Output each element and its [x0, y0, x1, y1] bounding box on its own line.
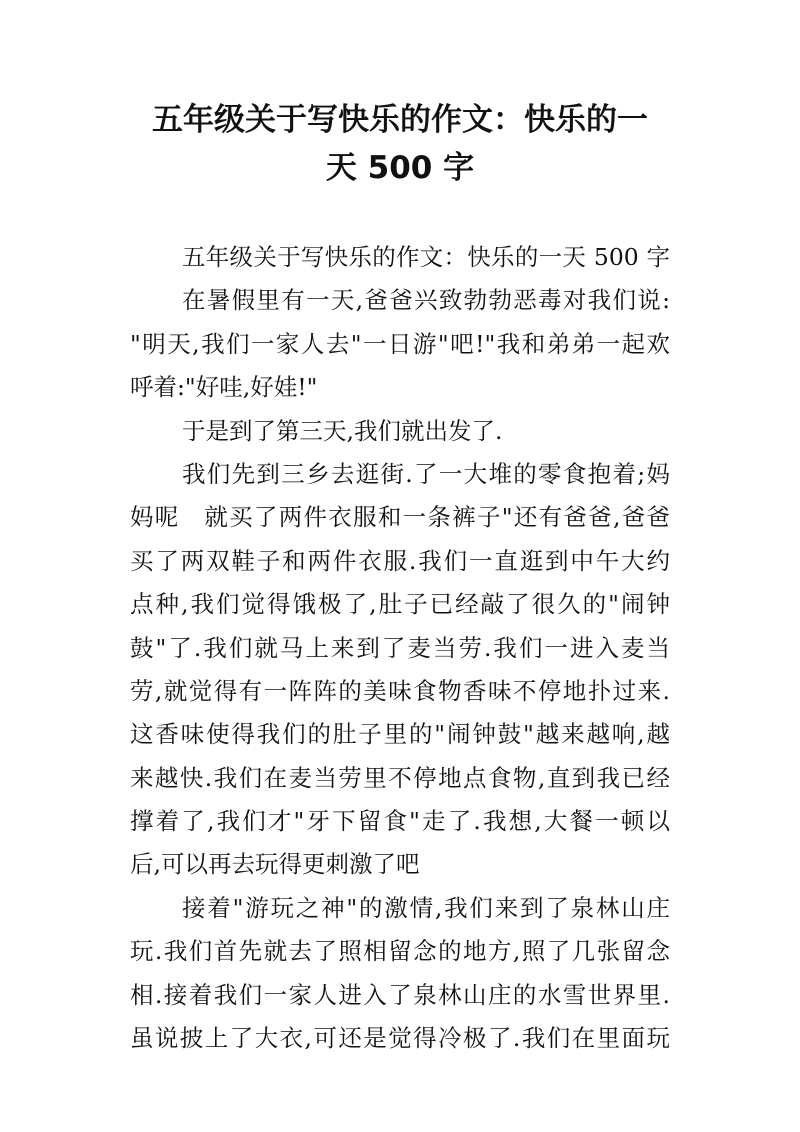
- document-title: [100, 96, 700, 192]
- body-line: 这香味使得我们的肚子里的"闹钟鼓"越来越响,越: [130, 720, 670, 749]
- title-line: 五年级关于写快乐的作文：快乐的一: [152, 102, 648, 138]
- body-line: 我们先到三乡去逛街.了一大堆的零食抱着;妈: [182, 459, 670, 488]
- body-line: "明天,我们一家人去"一日游"吧!"我和弟弟一起欢: [130, 329, 670, 358]
- document-body: [130, 236, 670, 1060]
- body-line: 虽说披上了大衣,可还是觉得冷极了.我们在里面玩: [130, 1024, 670, 1053]
- body-line: 后,可以再去玩得更刺激了吧: [130, 850, 420, 879]
- body-line: 相.接着我们一家人进入了泉林山庄的水雪世界里.: [130, 980, 670, 1009]
- body-line: 来越快.我们在麦当劳里不停地点食物,直到我已经: [130, 763, 670, 792]
- body-line: 撑着了,我们才"牙下留食"走了.我想,大餐一顿以: [130, 807, 670, 836]
- title-line: 天 500 字: [325, 150, 475, 186]
- body-line: 劳,就觉得有一阵阵的美味食物香味不停地扑过来.: [130, 676, 670, 705]
- body-line: 买了两双鞋子和两件衣服.我们一直逛到中午大约: [130, 546, 670, 575]
- body-line: 呼着:"好哇,好娃!": [130, 373, 318, 402]
- body-line: 妈呢 就买了两件衣服和一条裤子"还有爸爸,爸爸: [130, 503, 670, 532]
- body-line: 点种,我们觉得饿极了,肚子已经敲了很久的"闹钟: [130, 590, 670, 619]
- body-line: 五年级关于写快乐的作文：快乐的一天 500 字: [182, 243, 670, 271]
- body-line: 鼓"了.我们就马上来到了麦当劳.我们一进入麦当: [130, 633, 670, 662]
- body-line: 接着"游玩之神"的激情,我们来到了泉林山庄: [182, 893, 670, 922]
- body-line: 在暑假里有一天,爸爸兴致勃勃恶毒对我们说:: [182, 286, 670, 315]
- body-line: 于是到了第三天,我们就出发了.: [182, 416, 503, 445]
- body-line: 玩.我们首先就去了照相留念的地方,照了几张留念: [130, 937, 670, 966]
